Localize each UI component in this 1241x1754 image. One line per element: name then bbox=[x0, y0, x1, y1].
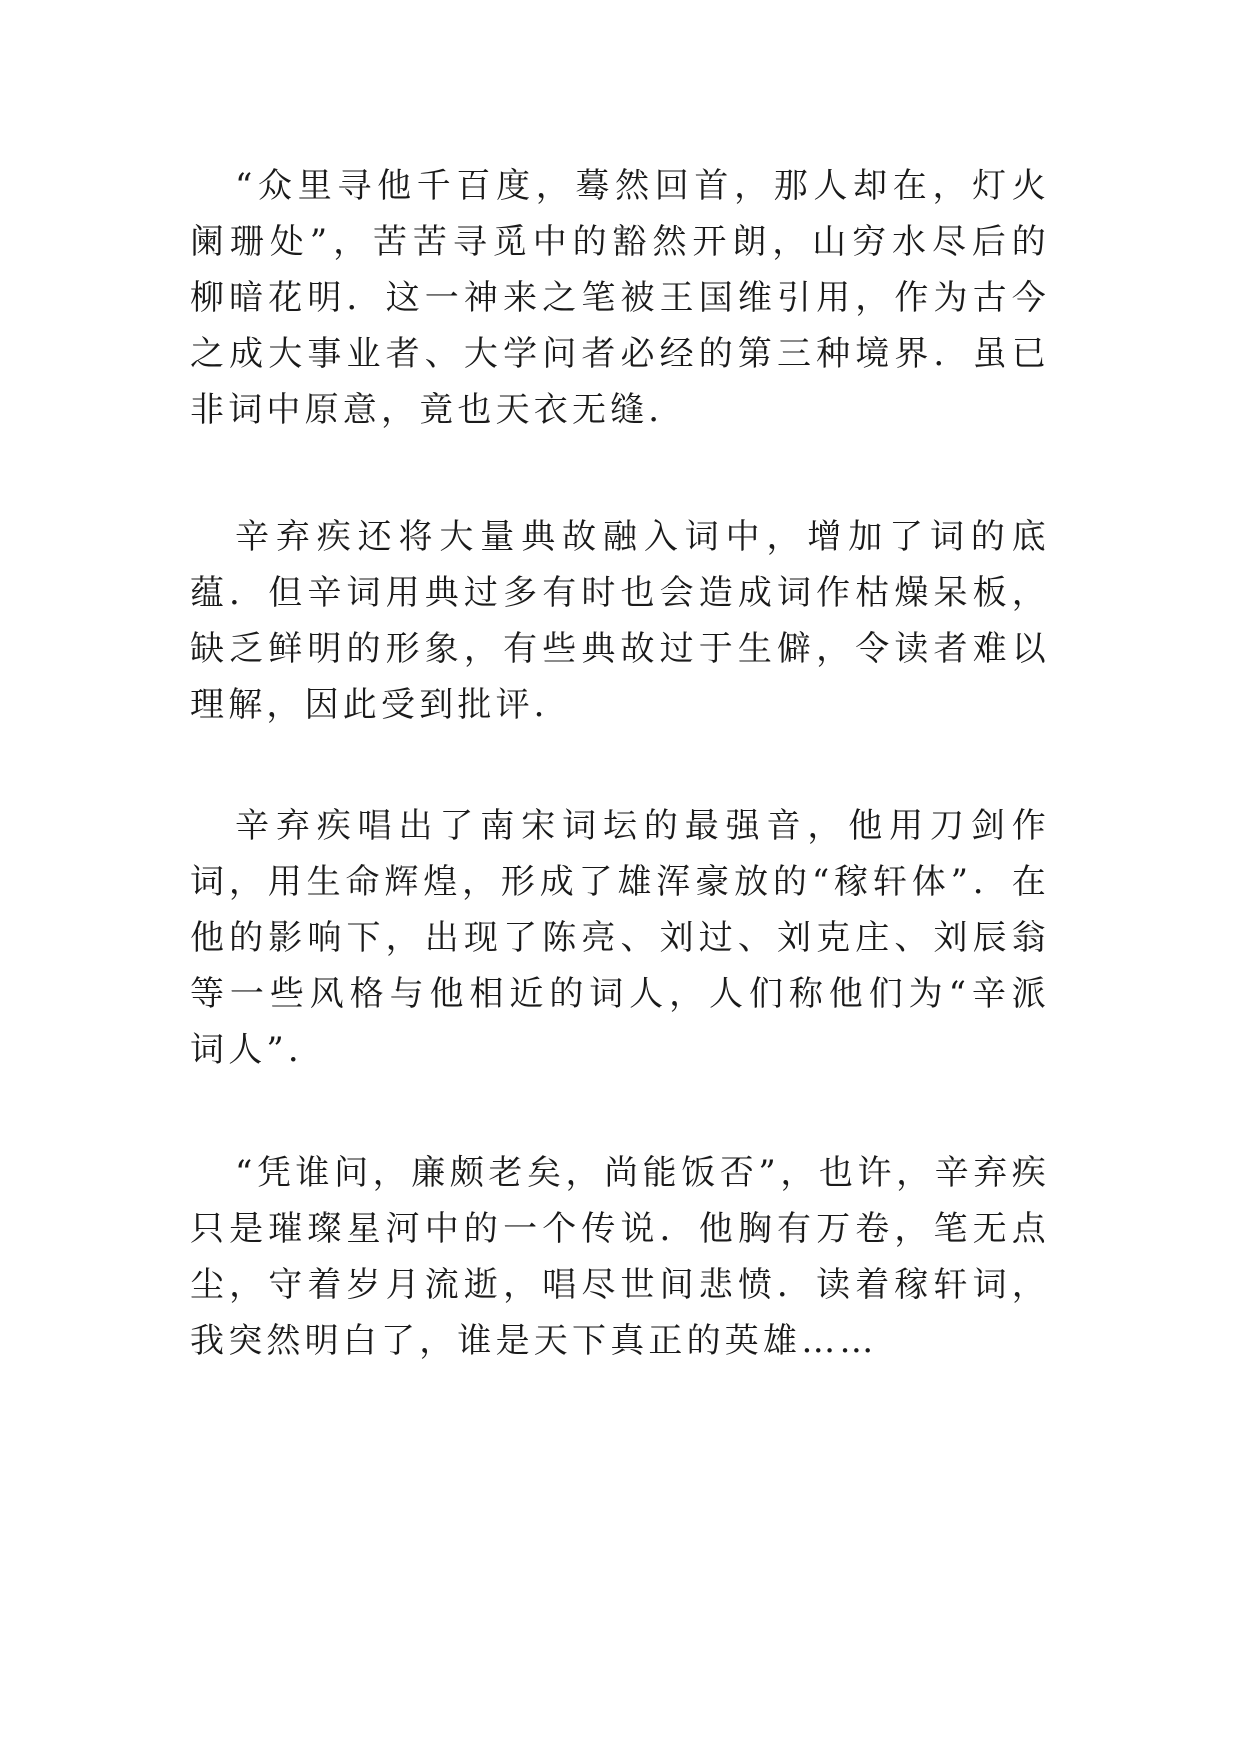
paragraph-2: 辛弃疾还将大量典故融入词中，增加了词的底蕴．但辛词用典过多有时也会造成词作枯燥呆板，缺乏鲜明的形象，有些典故过于生僻，令读者难以理解，因此受到批评． bbox=[190, 517, 1050, 725]
paragraph-1: “众里寻他千百度，蓦然回首，那人却在，灯火阑珊处”，苦苦寻觅中的豁然开朗，山穷水尽后的柳暗花明．这一神来之笔被王国维引用，作为古今之成大事业者、大学问者必经的第三种境界．虽已非词中原意，竟也天衣无缝． bbox=[190, 166, 1050, 430]
paragraph-4: “凭谁问，廉颇老矣，尚能饭否”，也许，辛弃疾只是璀璨星河中的一个传说．他胸有万卷，笔无点尘，守着岁月流逝，唱尽世间悲愤．读着稼轩词，我突然明白了，谁是天下真正的英雄…… bbox=[190, 1153, 1050, 1361]
paragraph-3: 辛弃疾唱出了南宋词坛的最强音，他用刀剑作词，用生命辉煌，形成了雄浑豪放的“稼轩体”．在他的影响下，出现了陈亮、刘过、刘克庄、刘辰翁等一些风格与他相近的词人，人们称他们为“辛派词人”． bbox=[190, 806, 1050, 1070]
